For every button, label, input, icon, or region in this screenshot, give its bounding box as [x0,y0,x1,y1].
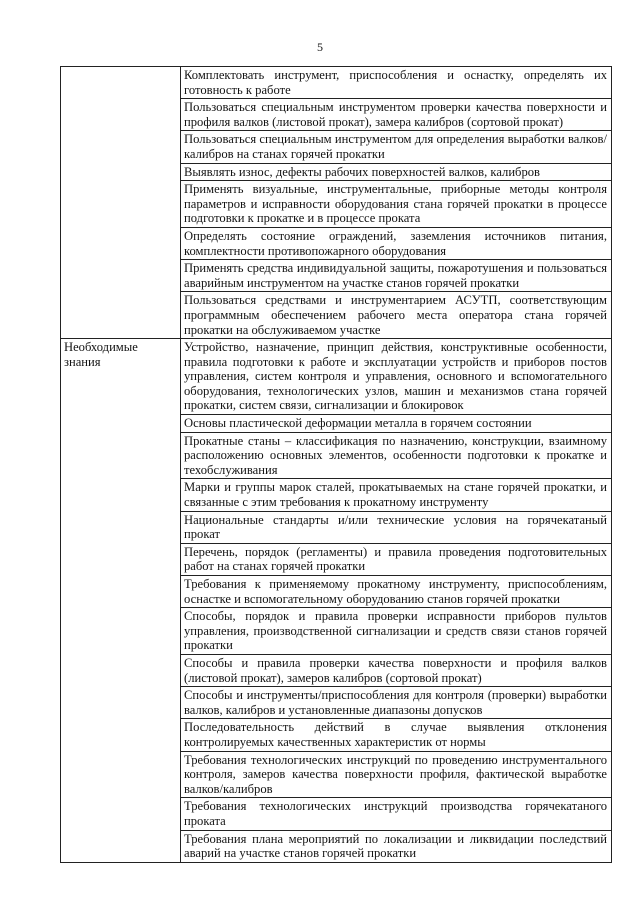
knowledge-item: Требования к применяемому прокатному инструменту, приспособлениям, оснастке и вспомогательному оборудованию станов горячей прокатки [181,576,612,608]
skill-item: Применять средства индивидуальной защиты, пожаротушения и пользоваться аварийным инструментом на участке станов горячей прокатки [181,260,612,292]
knowledge-item: Способы и правила проверки качества поверхности и профиля валков (листовой прокат), замеров калибров (сортовой прокат) [181,654,612,686]
skill-item: Комплектовать инструмент, приспособления и оснастку, определять их готовность к работе [181,67,612,99]
knowledge-label-cell: Необходимые знания [61,339,181,863]
skill-item: Пользоваться специальным инструментом проверки качества поверхности и профиля валков (листовой прокат), замера калибров (сортовой прокат) [181,99,612,131]
knowledge-item: Национальные стандарты и/или технические условия на горячекатаный прокат [181,511,612,543]
skill-item: Выявлять износ, дефекты рабочих поверхностей валков, калибров [181,163,612,181]
skills-label-cell [61,67,181,339]
skill-item: Пользоваться средствами и инструментарием АСУТП, соответствующим программным обеспечением рабочего места оператора стана горячей прокатки на обслуживаемом участке [181,292,612,339]
knowledge-item: Требования технологических инструкций по проведению инструментального контроля, замеров качества поверхности профиля, фактической выработке валков/калибров [181,751,612,798]
knowledge-item: Основы пластической деформации металла в горячем состоянии [181,415,612,433]
knowledge-item: Прокатные станы – классификация по назначению, конструкции, взаимному расположению основных элементов, особенности подготовки к прокатке и техобслуживания [181,432,612,479]
knowledge-item: Перечень, порядок (регламенты) и правила проведения подготовительных работ на станах горячей прокатки [181,543,612,575]
knowledge-item: Марки и группы марок сталей, прокатываемых на стане горячей прокатки, и связанные с этим требования к прокатному инструменту [181,479,612,511]
knowledge-item: Устройство, назначение, принцип действия, конструктивные особенности, правила подготовки к работе и эксплуатации устройств и приборов постов управления, систем контроля и управления, основного и вспомогательного оборудования, технологических узлов, машин и механизмов стана горячей прокатки, систем связи, сигнализации и блокировок [181,339,612,415]
requirements-table [60,66,612,863]
page-number: 5 [317,40,323,54]
table-row [61,67,612,99]
skill-item: Применять визуальные, инструментальные, приборные методы контроля параметров и исправности оборудования стана горячей прокатки в процессе подготовки к прокатке и в процессе проката [181,181,612,228]
skill-item: Пользоваться специальным инструментом для определения выработки валков/калибров на станах горячей прокатки [181,131,612,163]
knowledge-item: Требования технологических инструкций производства горячекатаного проката [181,798,612,830]
knowledge-item: Способы, порядок и правила проверки исправности приборов пультов управления, производственной сигнализации и средств связи станов горячей прокатки [181,608,612,655]
table-row [61,339,612,415]
knowledge-item: Последовательность действий в случае выявления отклонения контролируемых качественных характеристик от нормы [181,719,612,751]
knowledge-item: Способы и инструменты/приспособления для контроля (проверки) выработки валков, калибров и установленные диапазоны допусков [181,687,612,719]
skill-item: Определять состояние ограждений, заземления источников питания, комплектности противопожарного оборудования [181,227,612,259]
knowledge-item: Требования плана мероприятий по локализации и ликвидации последствий аварий на участке станов горячей прокатки [181,830,612,862]
